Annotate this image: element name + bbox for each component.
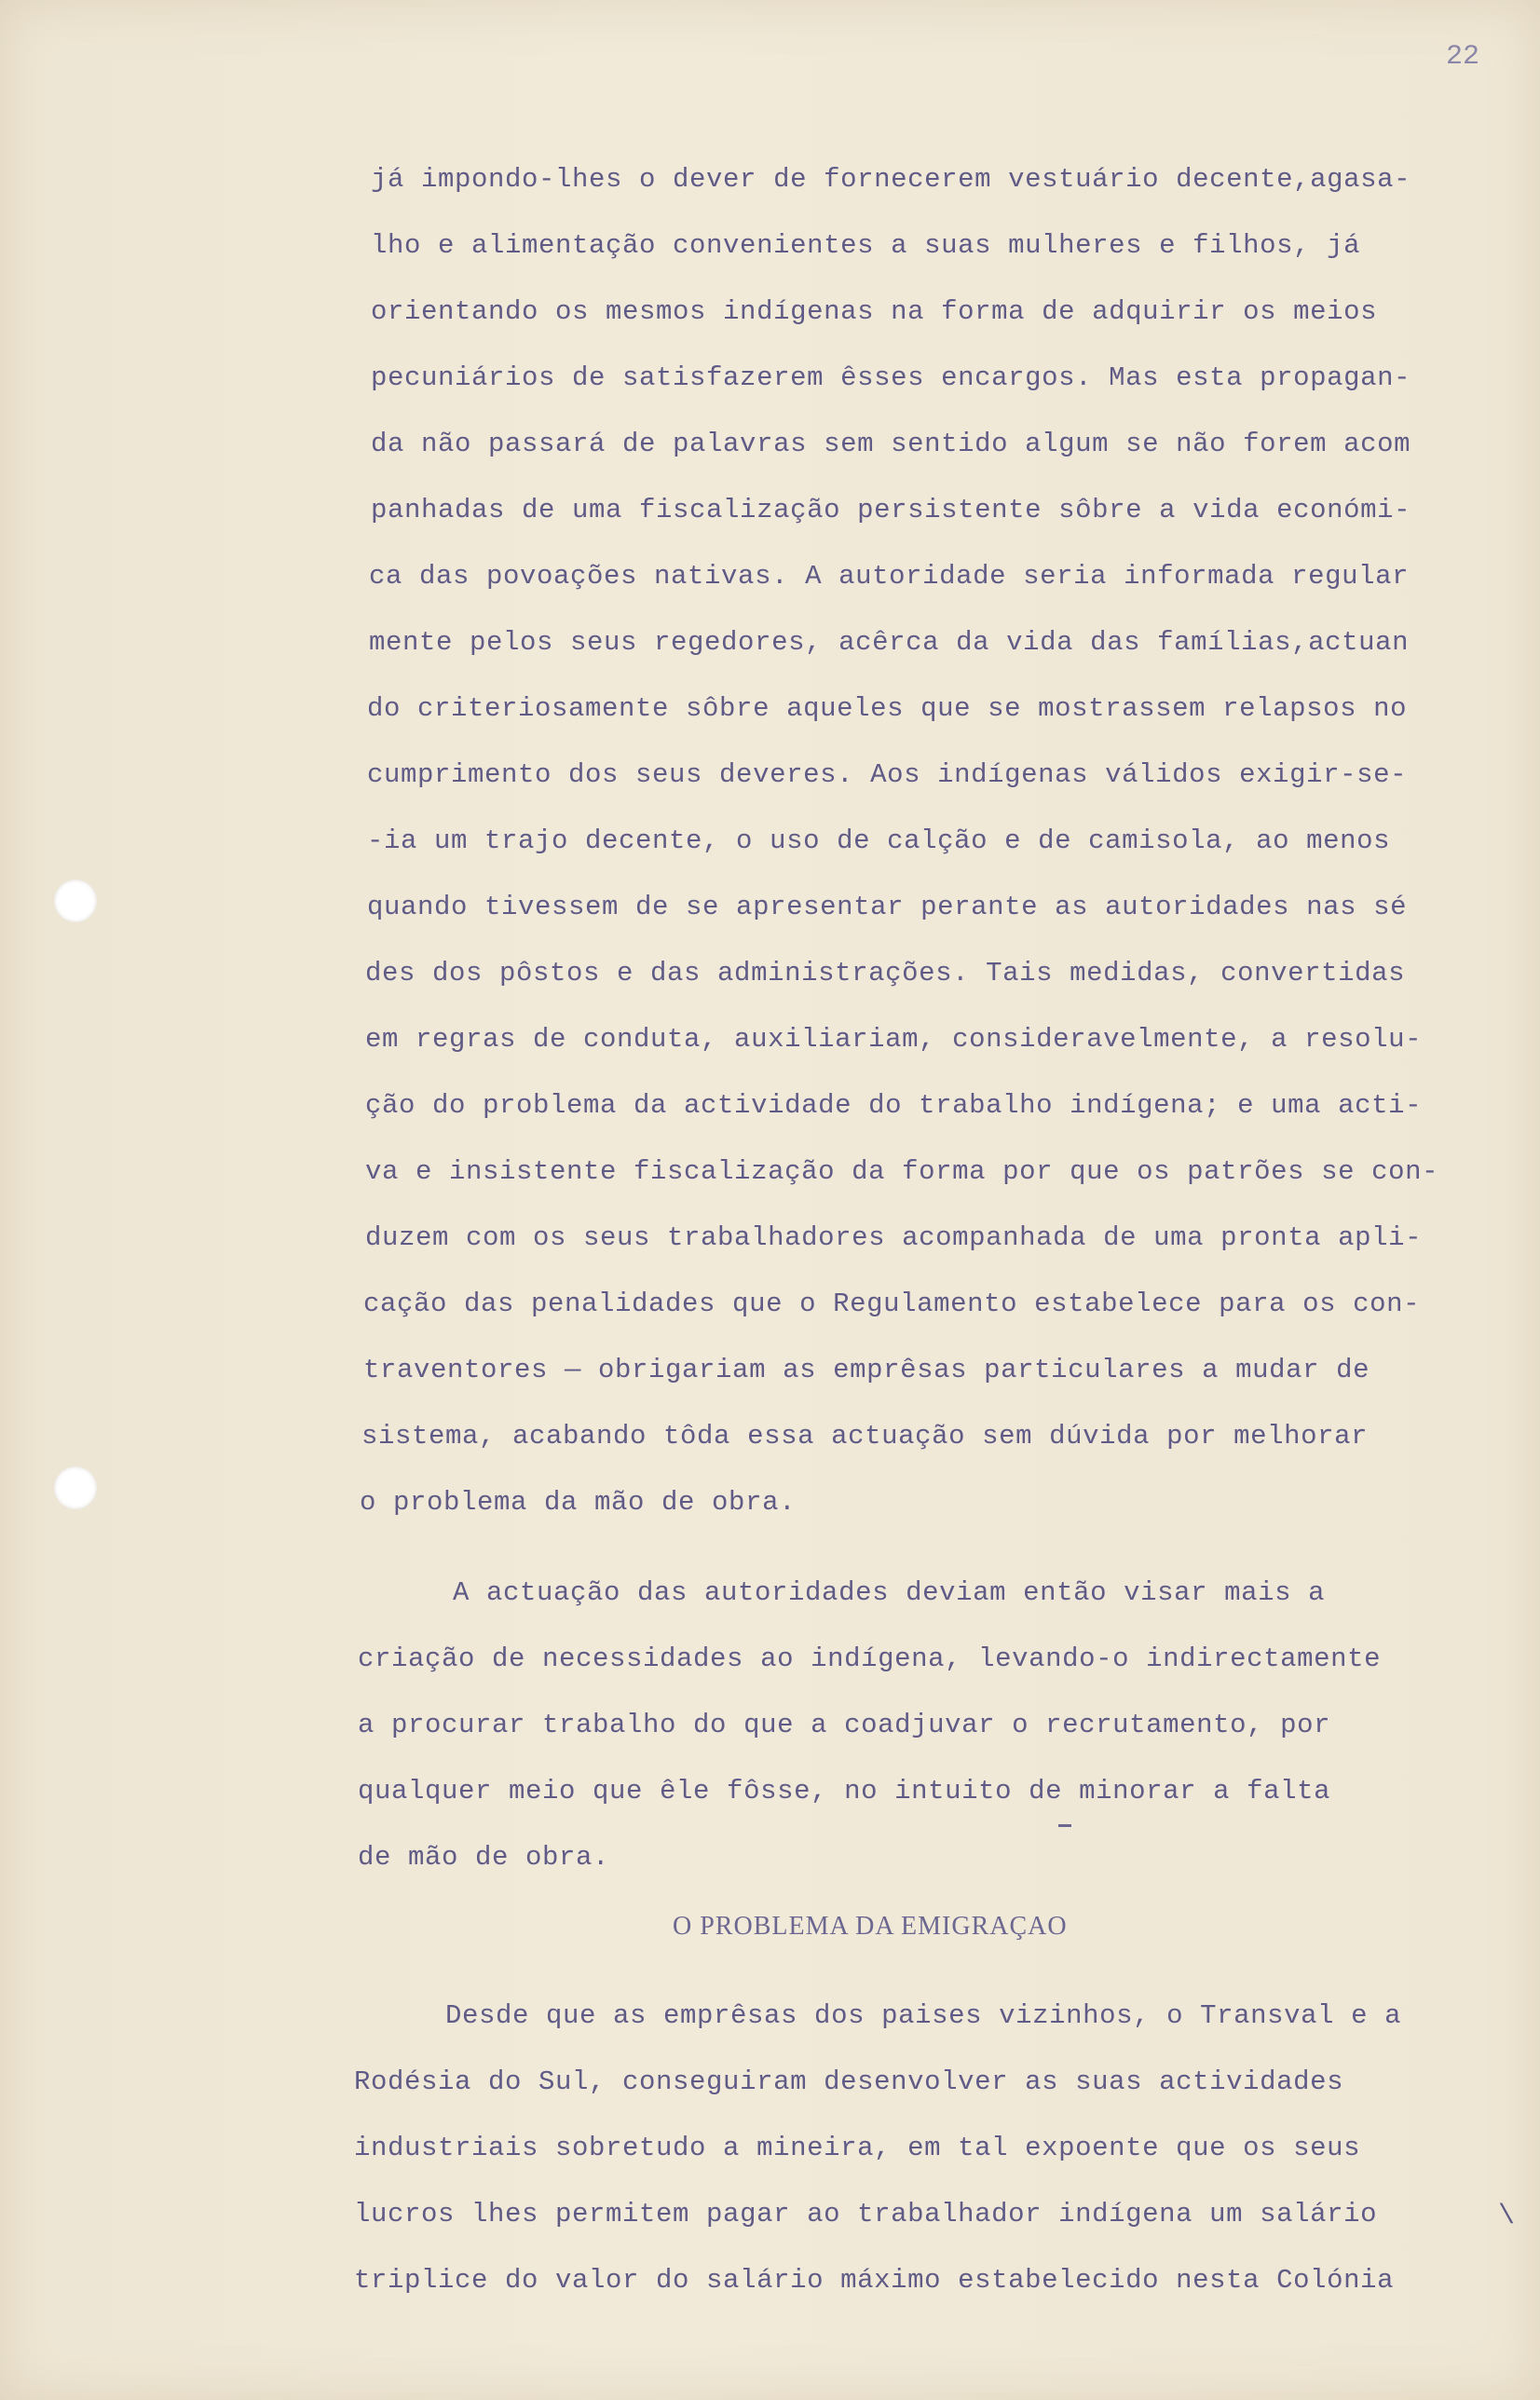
text-line: industriais sobretudo a mineira, em tal expoente que os seus xyxy=(354,2133,1361,2163)
text-line: lucros lhes permitem pagar ao trabalhador indígena um salário xyxy=(354,2199,1378,2230)
text-line: A actuação das autoridades deviam então visar mais a xyxy=(453,1577,1326,1608)
text-line: mente pelos seus regedores, acêrca da vida das famílias,actuan xyxy=(369,627,1410,658)
text-line: Desde que as emprêsas dos paises vizinhos, o Transval e a xyxy=(445,2000,1402,2031)
text-line: traventores — obrigariam as emprêsas particulares a mudar de xyxy=(363,1355,1370,1385)
margin-mark: \ xyxy=(1498,2201,1516,2232)
text-line: cumprimento dos seus deveres. Aos indígenas válidos exigir-se- xyxy=(367,759,1408,790)
text-line: orientando os mesmos indígenas na forma de adquirir os meios xyxy=(371,296,1378,327)
text-line: já impondo-lhes o dever de fornecerem vestuário decente,agasa- xyxy=(371,164,1411,195)
text-line: duzem com os seus trabalhadores acompanhada de uma pronta apli- xyxy=(365,1222,1423,1253)
text-line: lho e alimentação convenientes a suas mulheres e filhos, já xyxy=(371,230,1361,261)
page-number: 22 xyxy=(1446,41,1480,73)
text-line: cação das penalidades que o Regulamento estabelece para os con- xyxy=(363,1289,1421,1319)
text-line: Rodésia do Sul, conseguiram desenvolver as suas actividades xyxy=(354,2066,1344,2097)
text-line: panhadas de uma fiscalização persistente sôbre a vida económi- xyxy=(371,495,1411,525)
text-line: da não passará de palavras sem sentido algum se não forem acom xyxy=(371,429,1411,459)
section-heading: O PROBLEMA DA EMIGRAÇAO xyxy=(673,1912,1068,1941)
text-line: pecuniários de satisfazerem êsses encargos. Mas esta propagan- xyxy=(371,362,1411,393)
text-line: de mão de obra. xyxy=(358,1842,610,1873)
text-line: ca das povoações nativas. A autoridade seria informada regular xyxy=(369,561,1410,592)
text-line: do criteriosamente sôbre aqueles que se mostrassem relapsos no xyxy=(367,693,1408,724)
text-line: sistema, acabando tôda essa actuação sem dúvida por melhorar xyxy=(361,1421,1369,1452)
text-line: qualquer meio que êle fôsse, no intuito de minorar a falta xyxy=(358,1776,1331,1807)
tilde-mark xyxy=(1058,1824,1071,1827)
text-line: va e insistente fiscalização da forma por que os patrões se con- xyxy=(365,1156,1439,1187)
text-line: des dos pôstos e das administrações. Tais medidas, convertidas xyxy=(365,958,1406,989)
text-line: ção do problema da actividade do trabalho indígena; e uma acti- xyxy=(365,1090,1423,1121)
text-line: criação de necessidades ao indígena, levando-o indirectamente xyxy=(358,1643,1382,1674)
text-line: quando tivessem de se apresentar perante as autoridades nas sé xyxy=(367,892,1408,922)
text-line: a procurar trabalho do que a coadjuvar o recrutamento, por xyxy=(358,1710,1331,1740)
text-line: o problema da mão de obra. xyxy=(360,1487,797,1518)
text-line: em regras de conduta, auxiliariam, consideravelmente, a resolu- xyxy=(365,1024,1423,1055)
text-line: triplice do valor do salário máximo estabelecido nesta Colónia xyxy=(354,2265,1395,2296)
text-line: -ia um trajo decente, o uso de calção e de camisola, ao menos xyxy=(367,825,1391,856)
